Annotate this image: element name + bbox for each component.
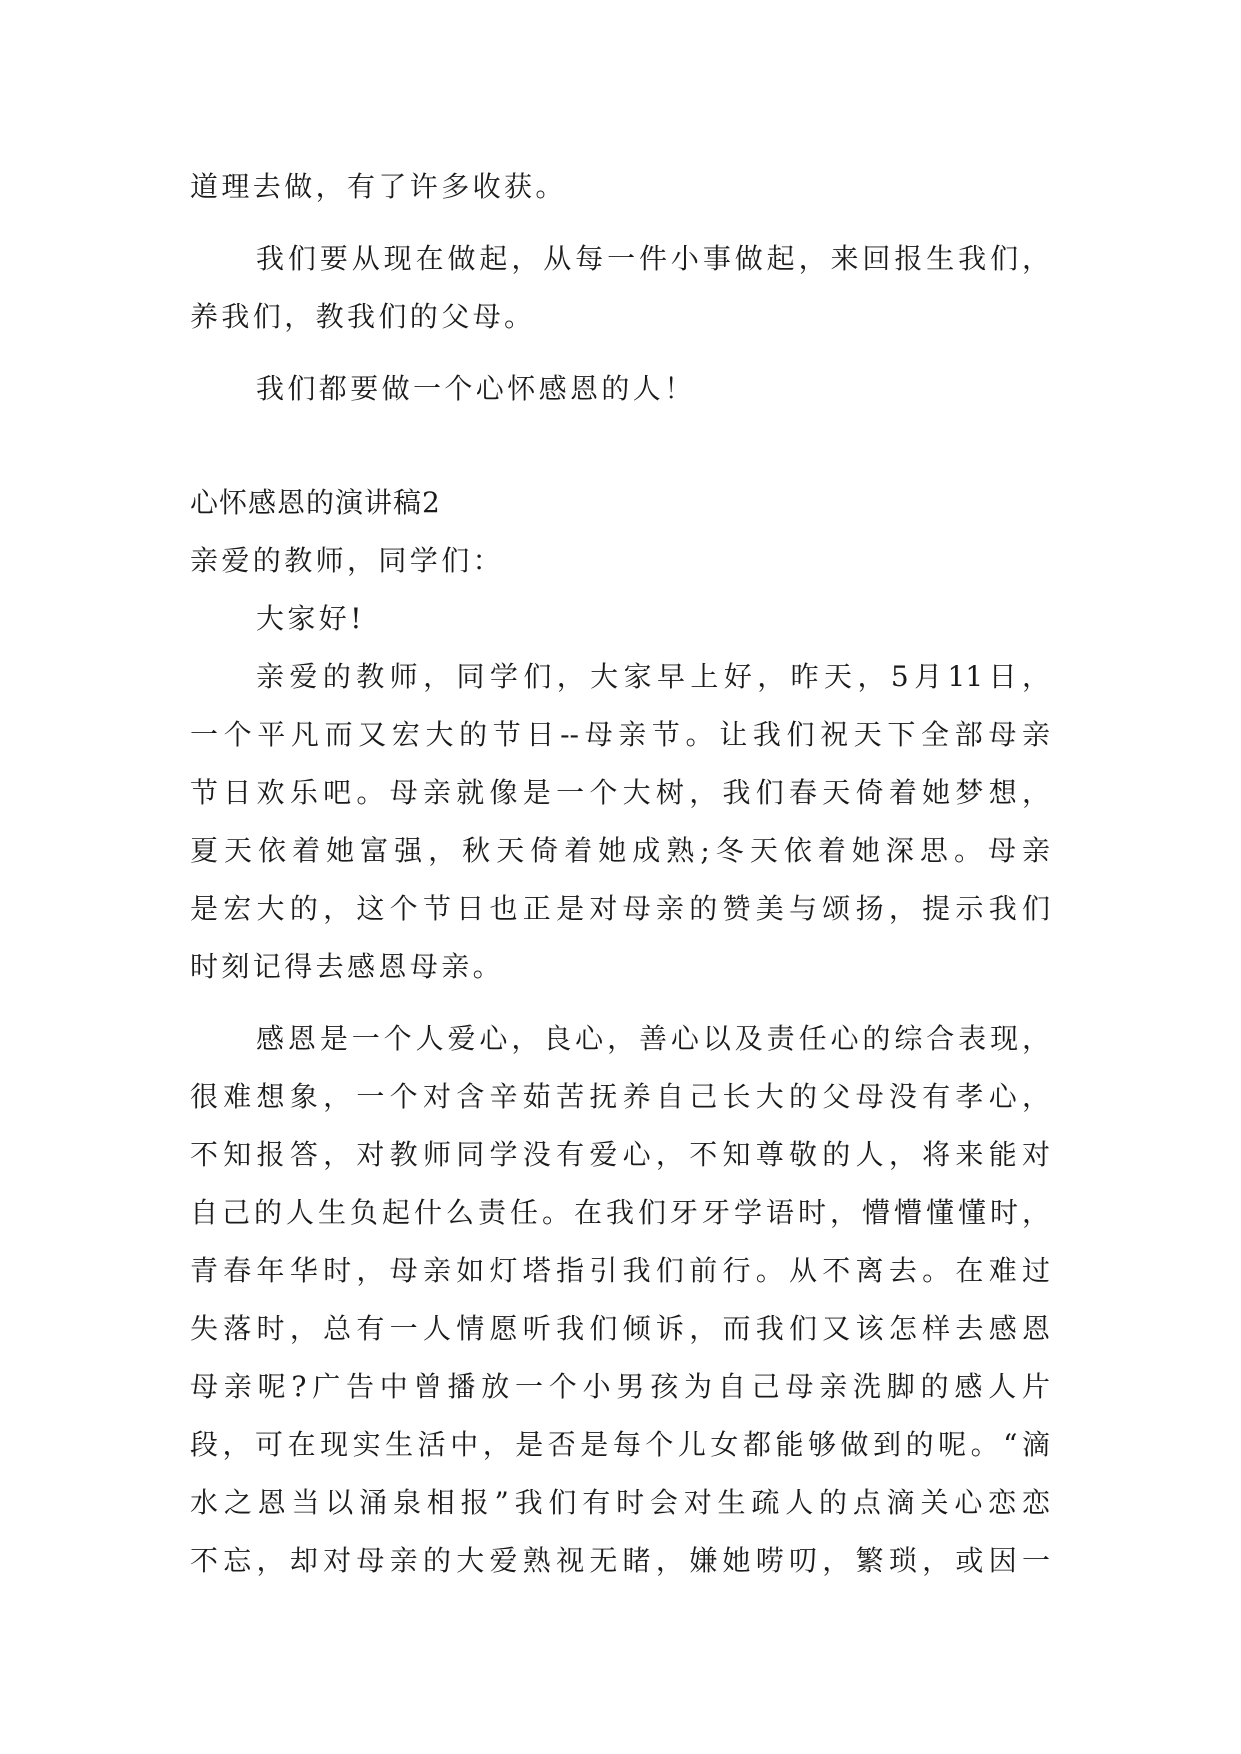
text-line: 段，可在现实生活中，是否是每个儿女都能够做到的呢。“滴 <box>190 1428 1050 1461</box>
text-line: 感恩是一个人爱心，良心，善心以及责任心的综合表现， <box>256 1022 1050 1055</box>
text-line: 失落时，总有一人情愿听我们倾诉，而我们又该怎样去感恩 <box>190 1312 1050 1345</box>
text-line: 道理去做，有了许多收获。 <box>190 170 567 203</box>
text-line: 不忘，却对母亲的大爱熟视无睹，嫌她唠叨，繁琐，或因一 <box>190 1544 1050 1577</box>
text-line: 时刻记得去感恩母亲。 <box>190 950 505 983</box>
document-body <box>190 158 1050 1590</box>
text-line: 亲爱的教师，同学们，大家早上好，昨天，5月11日， <box>256 660 1050 693</box>
text-line: 节日欢乐吧。母亲就像是一个大树，我们春天倚着她梦想， <box>190 776 1050 809</box>
text-line: 很难想象，一个对含辛茹苦抚养自己长大的父母没有孝心， <box>190 1080 1050 1113</box>
text-line: 母亲呢?广告中曾播放一个小男孩为自己母亲洗脚的感人片 <box>190 1370 1050 1403</box>
text-line: 是宏大的，这个节日也正是对母亲的赞美与颂扬，提示我们 <box>190 892 1050 925</box>
text-line: 青春年华时，母亲如灯塔指引我们前行。从不离去。在难过 <box>190 1254 1050 1287</box>
text-line: 水之恩当以涌泉相报”我们有时会对生疏人的点滴关心恋恋 <box>190 1486 1050 1519</box>
text-line: 一个平凡而又宏大的节日--母亲节。让我们祝天下全部母亲 <box>190 718 1050 751</box>
text-line: 不知报答，对教师同学没有爱心，不知尊敬的人，将来能对 <box>190 1138 1050 1171</box>
text-line: 我们都要做一个心怀感恩的人！ <box>256 372 696 405</box>
text-line: 自己的人生负起什么责任。在我们牙牙学语时，懵懵懂懂时， <box>190 1196 1050 1229</box>
greeting: 大家好! <box>256 602 365 635</box>
text-line: 养我们，教我们的父母。 <box>190 300 536 333</box>
salutation: 亲爱的教师，同学们： <box>190 544 505 577</box>
section-title: 心怀感恩的演讲稿2 <box>190 486 441 519</box>
text-line: 我们要从现在做起，从每一件小事做起，来回报生我们， <box>256 242 1050 275</box>
text-line: 夏天依着她富强，秋天倚着她成熟;冬天依着她深思。母亲 <box>190 834 1050 867</box>
